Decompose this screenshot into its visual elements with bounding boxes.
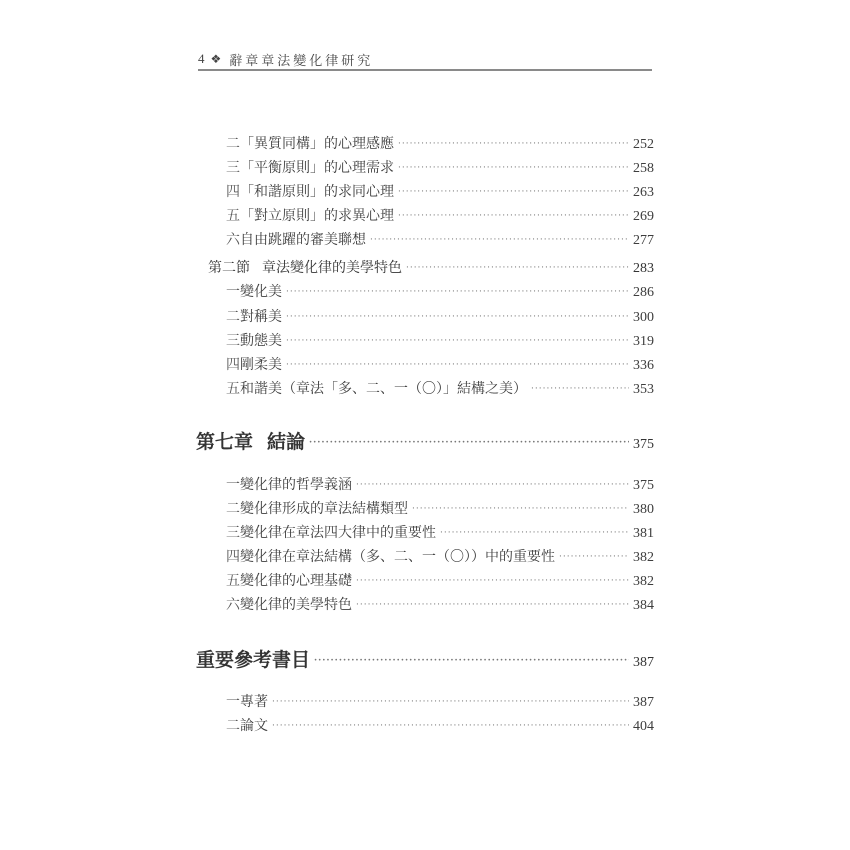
leader-dots	[272, 697, 629, 707]
entry-number: 四	[226, 184, 240, 200]
book-title: 辭章章法變化律研究	[229, 53, 374, 69]
toc-entry[interactable]	[226, 229, 654, 249]
entry-number: 三	[226, 333, 240, 349]
entry-title: 和諧美（章法「多、二、一（〇）」結構之美）	[240, 381, 527, 397]
entry-page: 382	[633, 550, 654, 565]
chapter-number: 第七章	[196, 431, 254, 453]
toc-entry[interactable]	[226, 330, 654, 350]
toc-entry[interactable]	[226, 306, 654, 326]
leader-dots	[531, 384, 629, 394]
entry-number: 四	[226, 357, 240, 373]
leader-dots	[309, 438, 629, 448]
entry-title: 自由跳躍的審美聯想	[240, 232, 366, 248]
leader-dots	[286, 360, 629, 370]
entry-title: 變化律在章法結構（多、二、一（〇））中的重要性	[240, 549, 555, 565]
entry-title: 「平衡原則」的心理需求	[240, 160, 394, 176]
running-header	[198, 48, 652, 70]
toc-entry[interactable]	[226, 594, 654, 614]
toc-section-entry[interactable]	[208, 257, 654, 277]
entry-number: 六	[226, 597, 240, 613]
entry-number: 五	[226, 573, 240, 589]
entry-number: 一	[226, 694, 240, 710]
chapter-page: 375	[633, 437, 654, 452]
bibliography-title: 重要參考書目	[196, 649, 311, 671]
toc-entry[interactable]	[226, 522, 654, 542]
entry-number: 二	[226, 309, 240, 325]
leader-dots	[286, 312, 629, 322]
entry-page: 336	[633, 358, 654, 373]
entry-title: 「異質同構」的心理感應	[240, 136, 394, 152]
entry-number: 六	[226, 232, 240, 248]
leader-dots	[559, 552, 629, 562]
entry-title: 動態美	[240, 333, 282, 349]
leader-dots	[356, 600, 629, 610]
entry-number: 五	[226, 381, 240, 397]
entry-title: 「和諧原則」的求同心理	[240, 184, 394, 200]
entry-number: 一	[226, 284, 240, 300]
leader-dots	[412, 504, 629, 514]
entry-page: 353	[633, 382, 654, 397]
section-page: 283	[633, 261, 654, 276]
leader-dots	[356, 480, 629, 490]
entry-page: 277	[633, 233, 654, 248]
leader-dots	[314, 656, 629, 666]
toc-entry[interactable]	[226, 691, 654, 711]
toc-entry[interactable]	[226, 205, 654, 225]
entry-title: 變化律的哲學義涵	[240, 477, 352, 493]
entry-title: 變化律在章法四大律中的重要性	[240, 525, 436, 541]
toc-bibliography-entry[interactable]	[196, 645, 654, 672]
entry-number: 五	[226, 208, 240, 224]
entry-page: 300	[633, 310, 654, 325]
entry-number: 二	[226, 718, 240, 734]
toc-entry[interactable]	[226, 181, 654, 201]
section-title: 章法變化律的美學特色	[262, 260, 402, 276]
leader-dots	[286, 287, 629, 297]
ornament-icon: ❖	[210, 52, 222, 66]
entry-number: 三	[226, 160, 240, 176]
entry-title: 變化律形成的章法結構類型	[240, 501, 408, 517]
entry-page: 319	[633, 334, 654, 349]
chapter-title: 結論	[267, 431, 306, 453]
leader-dots	[440, 528, 629, 538]
leader-dots	[406, 263, 629, 273]
entry-page: 269	[633, 209, 654, 224]
toc-entry[interactable]	[226, 570, 654, 590]
entry-title: 變化美	[240, 284, 282, 300]
entry-title: 論文	[240, 718, 268, 734]
leader-dots	[286, 336, 629, 346]
toc-entry[interactable]	[226, 157, 654, 177]
leader-dots	[398, 163, 629, 173]
entry-page: 380	[633, 502, 654, 517]
entry-number: 二	[226, 501, 240, 517]
entry-page: 387	[633, 695, 654, 710]
entry-page: 404	[633, 719, 654, 734]
entry-title: 剛柔美	[240, 357, 282, 373]
entry-page: 384	[633, 598, 654, 613]
toc-entry[interactable]	[226, 281, 654, 301]
entry-number: 三	[226, 525, 240, 541]
leader-dots	[398, 187, 629, 197]
toc-entry[interactable]	[226, 498, 654, 518]
toc-entry[interactable]	[226, 546, 654, 566]
toc-entry[interactable]	[226, 715, 654, 735]
entry-number: 一	[226, 477, 240, 493]
leader-dots	[272, 721, 629, 731]
entry-page: 286	[633, 285, 654, 300]
entry-title: 變化律的心理基礎	[240, 573, 352, 589]
entry-title: 「對立原則」的求異心理	[240, 208, 394, 224]
toc-chapter-entry[interactable]	[196, 427, 654, 454]
toc-entry[interactable]	[226, 133, 654, 153]
leader-dots	[398, 139, 629, 149]
entry-page: 382	[633, 574, 654, 589]
leader-dots	[398, 211, 629, 221]
entry-page: 381	[633, 526, 654, 541]
leader-dots	[356, 576, 629, 586]
entry-number: 二	[226, 136, 240, 152]
entry-title: 變化律的美學特色	[240, 597, 352, 613]
toc-entry[interactable]	[226, 354, 654, 374]
bibliography-page: 387	[633, 655, 654, 670]
toc-entry[interactable]	[226, 378, 654, 398]
entry-title: 對稱美	[240, 309, 282, 325]
page-number: 4	[198, 51, 205, 66]
header-rule	[198, 69, 652, 71]
entry-number: 四	[226, 549, 240, 565]
toc-entry[interactable]	[226, 474, 654, 494]
entry-page: 258	[633, 161, 654, 176]
entry-page: 375	[633, 478, 654, 493]
entry-title: 專著	[240, 694, 268, 710]
entry-page: 252	[633, 137, 654, 152]
leader-dots	[370, 235, 629, 245]
entry-page: 263	[633, 185, 654, 200]
section-number: 第二節	[208, 260, 250, 276]
